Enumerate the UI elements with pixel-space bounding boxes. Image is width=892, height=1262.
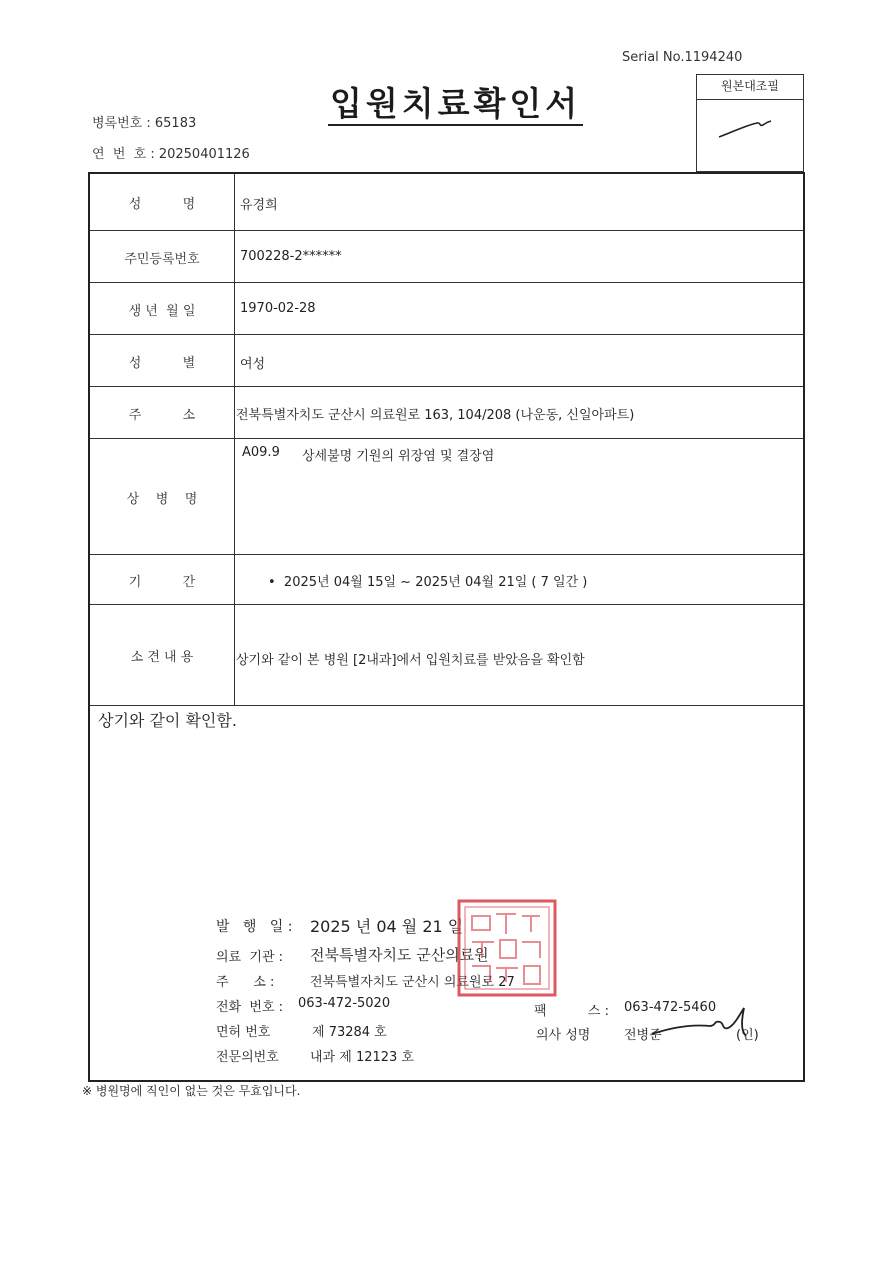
institution-label: 의료 기관 : — [216, 950, 284, 965]
serial-number: Serial No.1194240 — [622, 50, 743, 65]
phone-label: 전화 번호 : — [216, 1000, 284, 1015]
label-resident-number: 주민등록번호 — [90, 231, 235, 283]
footer-note: ※ 병원명에 직인이 없는 것은 무효입니다. — [82, 1084, 301, 1098]
specialist-label: 전문의번호 — [216, 1050, 279, 1065]
record-number: 병록번호 : 65183 — [92, 116, 197, 131]
doctor-label: 의사 성명 — [536, 1028, 591, 1043]
hospital-seal-icon — [456, 898, 558, 998]
value-sex: 여성 — [240, 357, 266, 372]
original-copy-label: 원본대조필 — [697, 75, 803, 100]
label-opinion: 소 견 내 용 — [90, 605, 235, 705]
value-resident-number: 700228-2****** — [240, 249, 342, 264]
confirmation-text: 상기와 같이 확인함. — [98, 711, 237, 730]
row-sex — [90, 334, 803, 387]
row-disease — [90, 438, 803, 555]
row-address — [90, 386, 803, 439]
doctor-name: 전병준 — [624, 1028, 662, 1043]
document-title: 입원치료확인서 — [328, 84, 583, 126]
value-name: 유경희 — [240, 198, 278, 213]
label-address: 주 소 — [90, 387, 235, 439]
row-resident-number — [90, 230, 803, 283]
row-opinion — [90, 604, 803, 706]
value-disease: 상세불명 기원의 위장염 및 결장염 — [302, 449, 495, 464]
fax-label: 팩 스 : — [534, 1004, 609, 1019]
value-birth-date: 1970-02-28 — [240, 301, 316, 316]
institution-name: 전북특별자치도 군산의료원 — [310, 946, 489, 964]
license-number: 제 73284 호 — [312, 1025, 387, 1040]
label-birth-date: 생 년 월 일 — [90, 283, 235, 335]
row-name — [90, 174, 803, 230]
issue-date: 2025 년 04 월 21 일 — [310, 917, 464, 936]
label-sex: 성 별 — [90, 335, 235, 387]
value-disease-code: A09.9 — [242, 445, 280, 460]
value-address: 전북특별자치도 군산시 의료원로 163, 104/208 (나운동, 신일아파트) — [236, 408, 635, 423]
value-opinion: 상기와 같이 본 병원 [2내과]에서 입원치료를 받았음을 확인함 — [236, 653, 585, 668]
signature-mark-icon — [717, 113, 777, 143]
phone-number: 063-472-5020 — [298, 996, 391, 1011]
license-label: 면허 번호 — [216, 1025, 271, 1040]
label-name: 성 명 — [90, 174, 235, 230]
original-copy-box — [696, 74, 804, 172]
row-period — [90, 554, 803, 605]
fax-number: 063-472-5460 — [624, 1000, 717, 1015]
row-birth-date — [90, 282, 803, 335]
doctor-signature-icon — [650, 1006, 760, 1046]
institution-address: 전북특별자치도 군산시 의료원로 27 — [310, 975, 515, 990]
label-disease: 상 병 명 — [90, 439, 235, 555]
serial-number-field: 연 번 호 : 20250401126 — [92, 147, 250, 162]
address-label: 주 소 : — [216, 975, 275, 990]
seal-mark: (인) — [736, 1028, 759, 1043]
value-period: • 2025년 04월 15일 ~ 2025년 04월 21일 ( 7 일간 ) — [268, 575, 588, 590]
specialist-number: 내과 제 12123 호 — [310, 1050, 414, 1065]
certificate-form — [88, 172, 805, 1082]
label-period: 기 간 — [90, 555, 235, 605]
issue-date-label: 발 행 일 : — [216, 919, 293, 935]
